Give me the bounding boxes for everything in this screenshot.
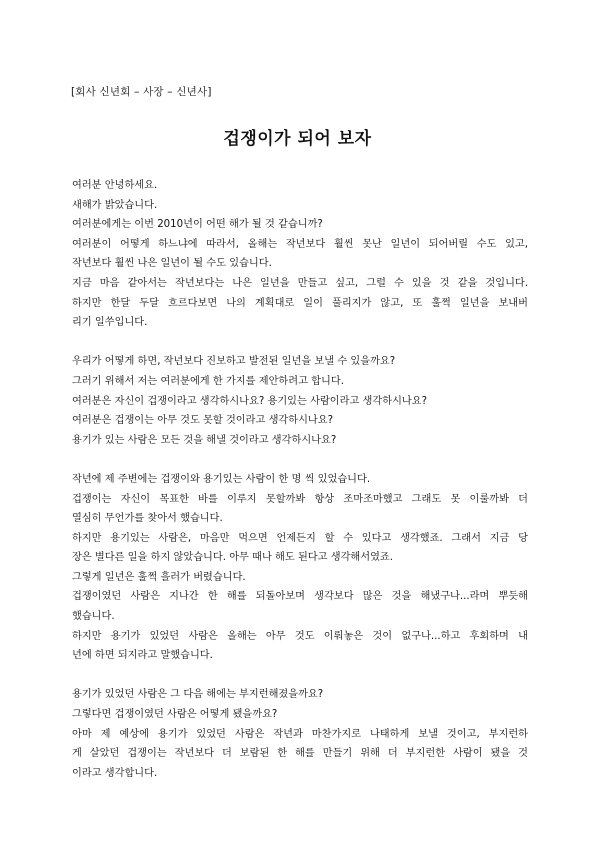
- document-header: [회사 신년회 – 사장 – 신년사]: [71, 86, 212, 98]
- text-line: 우리가 어떻게 하면, 작년보다 진보하고 발전된 일년을 보낼 수 있을까요?: [72, 356, 396, 368]
- text-line: 하지만 용기가 있었던 사람은 올해는 아무 것도 이뤄놓은 것이 없구나...하고 후회하며 내: [72, 630, 528, 642]
- text-line: 장은 별다른 일을 하지 않았습니다. 아무 때나 해도 된다고 생각해서였죠.: [72, 552, 394, 564]
- text-line: 용기가 있었던 사람은 그 다음 해에는 부지런해졌을까요?: [72, 689, 324, 701]
- document-body: [72, 176, 528, 803]
- paragraph: [72, 352, 528, 450]
- text-line: 작년에 제 주변에는 겁쟁이와 용기있는 사람이 한 명 씩 있었습니다.: [72, 473, 371, 485]
- text-line: 그렇다면 겁쟁이였던 사람은 어떻게 됐을까요?: [72, 709, 278, 721]
- text-line: 이라고 생각합니다.: [72, 767, 158, 779]
- text-line: 겁쟁이였던 사람은 지나간 한 해를 되돌아보며 생각보다 많은 것을 해냈구나...라며 뿌듯해: [72, 591, 528, 603]
- text-line: 여러분에게는 이번 2010년이 어떤 해가 될 것 같습니까?: [72, 219, 323, 231]
- text-line: 리기 일쑤입니다.: [72, 317, 148, 329]
- text-line: 열심히 무언가를 찾아서 했습니다.: [72, 513, 223, 525]
- text-line: 게 살았던 겁쟁이는 작년보다 더 보람된 한 해를 만들기 위해 더 부지런한 사람이 됐을 것: [72, 748, 528, 760]
- paragraph: [72, 176, 528, 333]
- text-line: 겁쟁이는 자신이 목표한 바를 이루지 못할까봐 항상 조마조마했고 그래도 못 이룰까봐 더: [72, 493, 528, 505]
- text-line: 년에 하면 되지라고 말했습니다.: [72, 650, 213, 662]
- text-line: 지금 마음 같아서는 작년보다는 나은 일년을 만들고 싶고, 그럴 수 있을 것 같을 것입니다.: [72, 277, 528, 289]
- text-line: 하지만 한달 두달 흐르다보면 나의 계획대로 일이 풀리지가 않고, 또 훌쩍 일년을 보내버: [72, 297, 528, 309]
- text-line: 여러분이 어떻게 하느냐에 따라서, 올해는 작년보다 훨씬 못난 일년이 되어버릴 수도 있고,: [72, 238, 528, 250]
- text-line: 용기가 있는 사람은 모든 것을 해낼 것이라고 생각하시나요?: [72, 434, 337, 446]
- text-line: 그러기 위해서 저는 여러분에게 한 가지를 제안하려고 합니다.: [72, 375, 344, 387]
- text-line: 새해가 밝았습니다.: [72, 199, 158, 211]
- text-line: 작년보다 훨씬 나은 일년이 될 수도 있습니다.: [72, 258, 272, 270]
- text-line: 여러분은 자신이 겁쟁이라고 생각하시나요? 용기있는 사람이라고 생각하시나요?: [72, 395, 427, 407]
- paragraph: [72, 685, 528, 783]
- text-line: 그렇게 일년은 훌쩍 흘러가 버렸습니다.: [72, 571, 246, 583]
- text-line: 아마 제 예상에 용기가 있었던 사람은 작년과 마찬가지로 나태하게 보낼 것이고, 부지런하: [72, 728, 528, 740]
- document-title: 겁쟁이가 되어 보자: [223, 129, 372, 149]
- text-line: 여러분 안녕하세요.: [72, 180, 158, 191]
- text-line: 하지만 용기있는 사람은, 마음만 먹으면 언제든지 할 수 있다고 생각했죠. 그래서 지금 당: [72, 532, 528, 544]
- paragraph: [72, 470, 528, 666]
- text-line: 여러분은 겁쟁이는 아무 것도 못할 것이라고 생각하시나요?: [72, 415, 334, 427]
- text-line: 했습니다.: [72, 611, 115, 623]
